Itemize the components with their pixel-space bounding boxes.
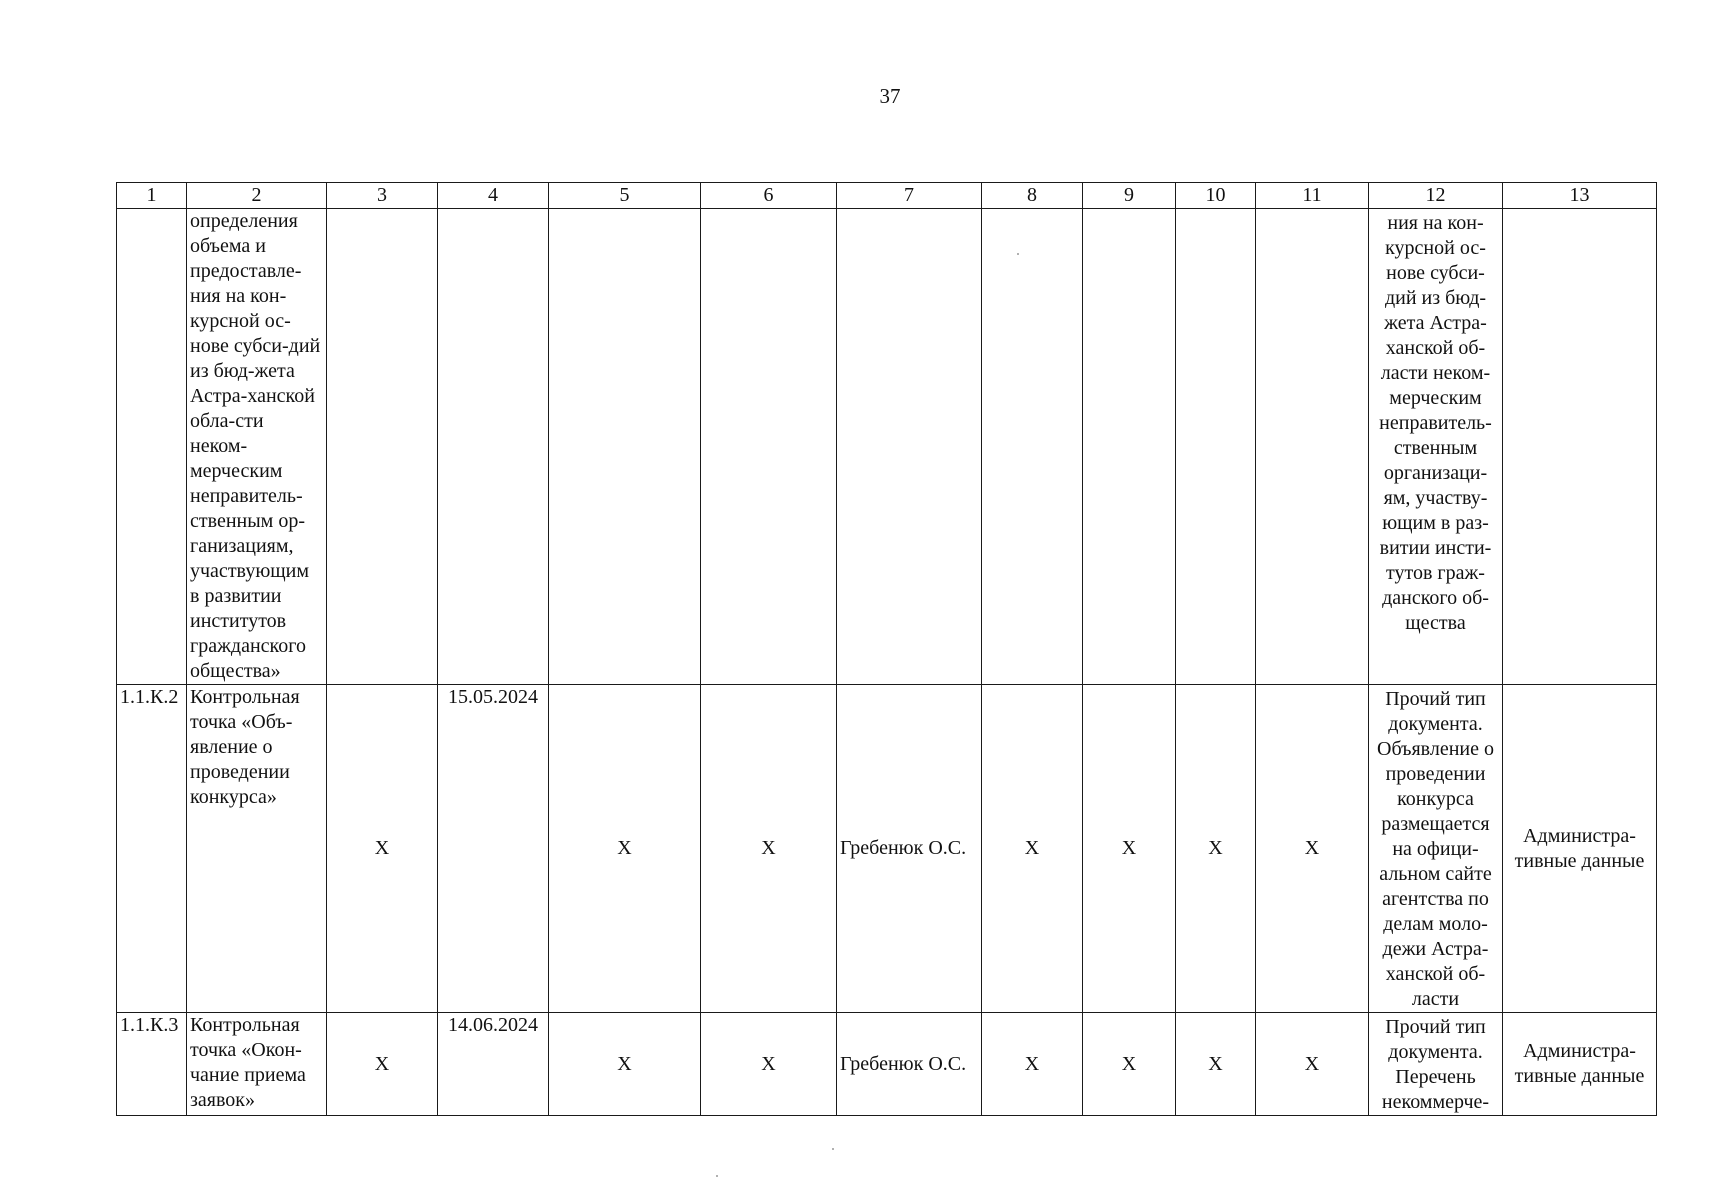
event-name-cell: Контрольная точка «Объ-явление о проведении конкурса» <box>187 685 327 1013</box>
column-header: 10 <box>1176 183 1256 209</box>
cell-col9: X <box>1083 685 1176 1013</box>
cell-col10 <box>1176 209 1256 685</box>
document-type-cell: ния на кон-курсной ос-нове субси-дий из бюд-жета Астра-ханской об-ласти неком-мерческим неправитель-ственным организаци-ям, участву-ющим в раз-витии инсти-тутов граж-данского об-щества <box>1369 209 1503 685</box>
column-header: 13 <box>1503 183 1657 209</box>
table-row <box>117 209 1657 685</box>
data-source-cell: Администра-тивные данные <box>1503 685 1657 1013</box>
document-type-cell: Прочий тип документа. Объявление о проведении конкурса размещается на офици-альном сайте агентства по делам моло-дежи Астра-ханской об-ласти <box>1369 685 1503 1013</box>
cell-col9 <box>1083 209 1176 685</box>
data-source-cell <box>1503 209 1657 685</box>
column-header: 12 <box>1369 183 1503 209</box>
cell-col11: X <box>1256 1013 1369 1116</box>
column-header: 2 <box>187 183 327 209</box>
row-number-cell <box>117 209 187 685</box>
cell-col11 <box>1256 209 1369 685</box>
plan-table <box>116 182 1657 1116</box>
date-cell: 14.06.2024 <box>438 1013 549 1116</box>
column-header: 6 <box>701 183 837 209</box>
cell-col3: X <box>327 685 438 1013</box>
cell-col3: X <box>327 1013 438 1116</box>
column-header: 3 <box>327 183 438 209</box>
document-type-cell: Прочий тип документа. Перечень некоммерче- <box>1369 1013 1503 1116</box>
cell-col8: X <box>982 685 1083 1013</box>
cell-col5: X <box>549 1013 701 1116</box>
cell-col8: X <box>982 1013 1083 1116</box>
responsible-cell: Гребенюк О.С. <box>837 685 982 1013</box>
cell-col11: X <box>1256 685 1369 1013</box>
cell-col5 <box>549 209 701 685</box>
column-header: 9 <box>1083 183 1176 209</box>
cell-col9: X <box>1083 1013 1176 1116</box>
column-header: 8 <box>982 183 1083 209</box>
date-cell: 15.05.2024 <box>438 685 549 1013</box>
cell-col6 <box>701 209 837 685</box>
cell-col8 <box>982 209 1083 685</box>
cell-col7 <box>837 209 982 685</box>
cell-col6: X <box>701 1013 837 1116</box>
row-number-cell: 1.1.К.2 <box>117 685 187 1013</box>
responsible-cell: Гребенюк О.С. <box>837 1013 982 1116</box>
cell-col3 <box>327 209 438 685</box>
header-row <box>117 183 1657 209</box>
column-header: 4 <box>438 183 549 209</box>
event-name-cell: Контрольная точка «Окон-чание приема заявок» <box>187 1013 327 1116</box>
page-number: 37 <box>879 84 901 108</box>
cell-col10: X <box>1176 685 1256 1013</box>
column-header: 1 <box>117 183 187 209</box>
column-header: 7 <box>837 183 982 209</box>
cell-col6: X <box>701 685 837 1013</box>
cell-col10: X <box>1176 1013 1256 1116</box>
scan-speck <box>1017 253 1019 255</box>
scan-speck <box>716 1175 718 1177</box>
column-header: 11 <box>1256 183 1369 209</box>
cell-col5: X <box>549 685 701 1013</box>
column-header: 5 <box>549 183 701 209</box>
row-number-cell: 1.1.К.3 <box>117 1013 187 1116</box>
scan-speck <box>832 1148 834 1150</box>
table-row <box>117 685 1657 1013</box>
table-row <box>117 1013 1657 1116</box>
cell-col4 <box>438 209 549 685</box>
data-source-cell: Администра-тивные данные <box>1503 1013 1657 1116</box>
event-name-cell: определения объема и предоставле-ния на кон-курсной ос-нове субси-дий из бюд-жета Астра-ханской обла-сти неком-мерческим неправитель-ственным ор-ганизациям, участвующим в развитии институтов гражданского общества» <box>187 209 327 685</box>
